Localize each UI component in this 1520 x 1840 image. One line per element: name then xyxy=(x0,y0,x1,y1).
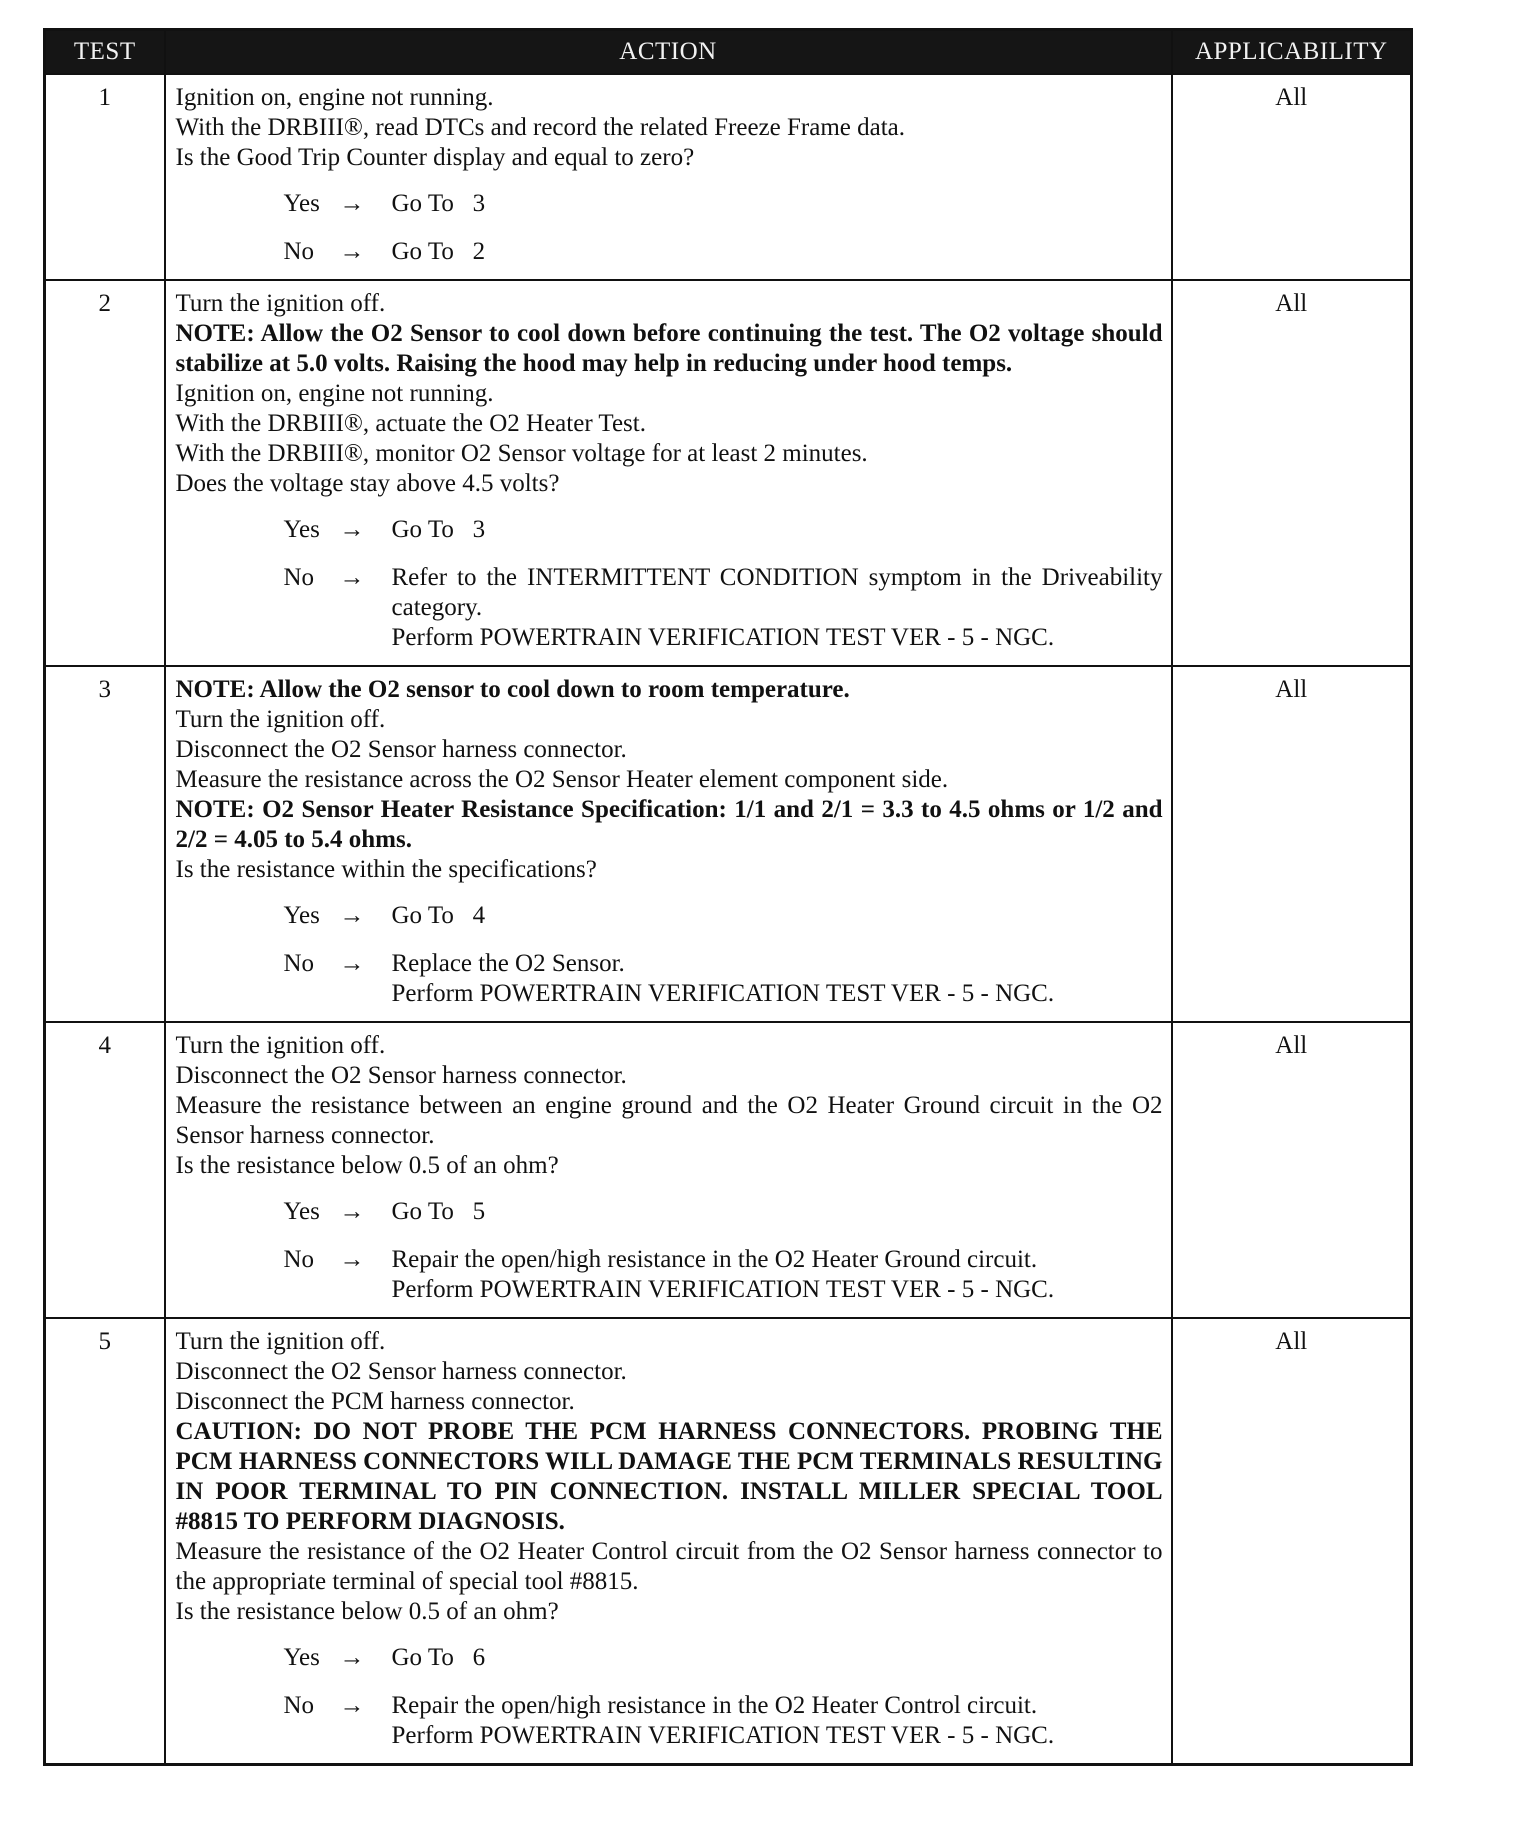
action-step: Disconnect the O2 Sensor harness connector. xyxy=(175,1358,627,1385)
arrow-icon: → xyxy=(339,902,365,929)
header-applicability: APPLICABILITY xyxy=(1172,30,1412,75)
no-result-text: Replace the O2 Sensor. xyxy=(391,950,625,977)
action-step: Disconnect the O2 Sensor harness connector. xyxy=(175,736,627,763)
no-label: No xyxy=(283,1692,315,1719)
yes-answer xyxy=(176,515,1163,545)
action-step: Ignition on, engine not running. xyxy=(175,84,494,111)
answer-block xyxy=(176,1643,1163,1751)
action-step: Measure the resistance of the O2 Heater Control circuit from the O2 Sensor harness connector to the appropriate terminal of special tool #8815. xyxy=(175,1538,1163,1595)
arrow-icon: → xyxy=(339,1692,365,1719)
yes-result: Go To 6 xyxy=(391,1644,486,1671)
diagnostic-test-table xyxy=(43,28,1413,1766)
no-answer xyxy=(176,237,1163,267)
no-result xyxy=(392,563,1163,653)
action-cell xyxy=(165,1022,1172,1318)
action-cell xyxy=(165,1318,1172,1765)
table-row xyxy=(45,280,1412,666)
action-question: Is the resistance below 0.5 of an ohm? xyxy=(175,1598,559,1625)
verification-step: Perform POWERTRAIN VERIFICATION TEST VER - 5 - NGC. xyxy=(391,980,1055,1007)
arrow-icon: → xyxy=(339,238,365,265)
applicability-value: All xyxy=(1172,1318,1412,1765)
arrow-icon: → xyxy=(339,950,365,977)
answer-block xyxy=(176,189,1163,267)
no-result xyxy=(392,1691,1163,1751)
action-question: Does the voltage stay above 4.5 volts? xyxy=(175,470,560,497)
test-number: 4 xyxy=(45,1022,165,1318)
yes-label: Yes xyxy=(283,516,320,543)
table-row xyxy=(45,74,1412,280)
action-step: Ignition on, engine not running. xyxy=(175,380,494,407)
yes-answer xyxy=(176,1643,1163,1673)
action-question: Is the Good Trip Counter display and equal to zero? xyxy=(175,144,695,171)
yes-result: Go To 4 xyxy=(391,902,486,929)
no-label: No xyxy=(283,1246,315,1273)
no-result-text: Repair the open/high resistance in the O2 Heater Control circuit. xyxy=(391,1692,1038,1719)
no-label: No xyxy=(283,238,315,265)
header-action: ACTION xyxy=(165,30,1172,75)
no-result: Go To 2 xyxy=(391,238,486,265)
table-row xyxy=(45,666,1412,1022)
yes-answer xyxy=(176,1197,1163,1227)
action-step: Measure the resistance across the O2 Sensor Heater element component side. xyxy=(175,766,949,793)
header-test: TEST xyxy=(45,30,165,75)
test-number: 2 xyxy=(45,280,165,666)
verification-step: Perform POWERTRAIN VERIFICATION TEST VER - 5 - NGC. xyxy=(391,624,1055,651)
no-result-text: Repair the open/high resistance in the O2 Heater Ground circuit. xyxy=(391,1246,1038,1273)
action-step: Turn the ignition off. xyxy=(175,290,386,317)
table-row xyxy=(45,1318,1412,1765)
note-spec: NOTE: O2 Sensor Heater Resistance Specification: 1/1 and 2/1 = 3.3 to 4.5 ohms or 1/2 and 2/2 = 4.05 to 5.4 ohms. xyxy=(175,796,1163,853)
no-label: No xyxy=(283,564,315,591)
diagnostic-page xyxy=(43,28,1410,1766)
no-result-text: Refer to the INTERMITTENT CONDITION symptom in the Driveability category. xyxy=(391,564,1163,621)
action-cell xyxy=(165,280,1172,666)
table-row xyxy=(45,1022,1412,1318)
action-step: With the DRBIII®, read DTCs and record the related Freeze Frame data. xyxy=(175,114,906,141)
yes-label: Yes xyxy=(283,902,320,929)
no-answer xyxy=(176,1245,1163,1305)
table-header-row xyxy=(45,30,1412,75)
answer-block xyxy=(176,901,1163,1009)
action-step: Turn the ignition off. xyxy=(175,706,386,733)
no-result xyxy=(392,1245,1163,1305)
caution-text: CAUTION: DO NOT PROBE THE PCM HARNESS CONNECTORS. PROBING THE PCM HARNESS CONNECTORS WILL DAMAGE THE PCM TERMINALS RESULTING IN POOR TERMINAL TO PIN CONNECTION. INSTALL MILLER SPECIAL TOOL #8815 TO PERFORM DIAGNOSIS. xyxy=(175,1418,1163,1535)
yes-label: Yes xyxy=(283,1644,320,1671)
action-question: Is the resistance below 0.5 of an ohm? xyxy=(175,1152,559,1179)
applicability-value: All xyxy=(1172,74,1412,280)
verification-step: Perform POWERTRAIN VERIFICATION TEST VER - 5 - NGC. xyxy=(391,1722,1055,1749)
no-answer xyxy=(176,563,1163,653)
action-step: Turn the ignition off. xyxy=(175,1328,386,1355)
yes-label: Yes xyxy=(283,190,320,217)
action-step: Disconnect the PCM harness connector. xyxy=(175,1388,575,1415)
action-step: Turn the ignition off. xyxy=(175,1032,386,1059)
yes-result: Go To 3 xyxy=(391,190,486,217)
applicability-value: All xyxy=(1172,666,1412,1022)
applicability-value: All xyxy=(1172,280,1412,666)
action-step: Disconnect the O2 Sensor harness connector. xyxy=(175,1062,627,1089)
arrow-icon: → xyxy=(339,564,365,591)
no-answer xyxy=(176,949,1163,1009)
action-cell xyxy=(165,74,1172,280)
action-question: Is the resistance within the specifications? xyxy=(175,856,597,883)
action-step: Measure the resistance between an engine ground and the O2 Heater Ground circuit in the O2 Sensor harness connector. xyxy=(175,1092,1163,1149)
arrow-icon: → xyxy=(339,190,365,217)
arrow-icon: → xyxy=(339,1644,365,1671)
test-number: 3 xyxy=(45,666,165,1022)
no-result xyxy=(392,949,1163,1009)
yes-result: Go To 5 xyxy=(391,1198,486,1225)
action-cell xyxy=(165,666,1172,1022)
yes-result: Go To 3 xyxy=(391,516,486,543)
action-step: With the DRBIII®, monitor O2 Sensor voltage for at least 2 minutes. xyxy=(175,440,868,467)
action-step: With the DRBIII®, actuate the O2 Heater Test. xyxy=(175,410,646,437)
answer-block xyxy=(176,1197,1163,1305)
arrow-icon: → xyxy=(339,1198,365,1225)
test-number: 1 xyxy=(45,74,165,280)
yes-answer xyxy=(176,189,1163,219)
note-text: NOTE: Allow the O2 sensor to cool down to room temperature. xyxy=(175,676,850,703)
yes-answer xyxy=(176,901,1163,931)
applicability-value: All xyxy=(1172,1022,1412,1318)
arrow-icon: → xyxy=(339,1246,365,1273)
no-answer xyxy=(176,1691,1163,1751)
arrow-icon: → xyxy=(339,516,365,543)
answer-block xyxy=(176,515,1163,653)
verification-step: Perform POWERTRAIN VERIFICATION TEST VER - 5 - NGC. xyxy=(391,1276,1055,1303)
no-label: No xyxy=(283,950,315,977)
note-text: NOTE: Allow the O2 Sensor to cool down before continuing the test. The O2 voltage should stabilize at 5.0 volts. Raising the hood may help in reducing under hood temps. xyxy=(175,320,1163,377)
test-number: 5 xyxy=(45,1318,165,1765)
yes-label: Yes xyxy=(283,1198,320,1225)
